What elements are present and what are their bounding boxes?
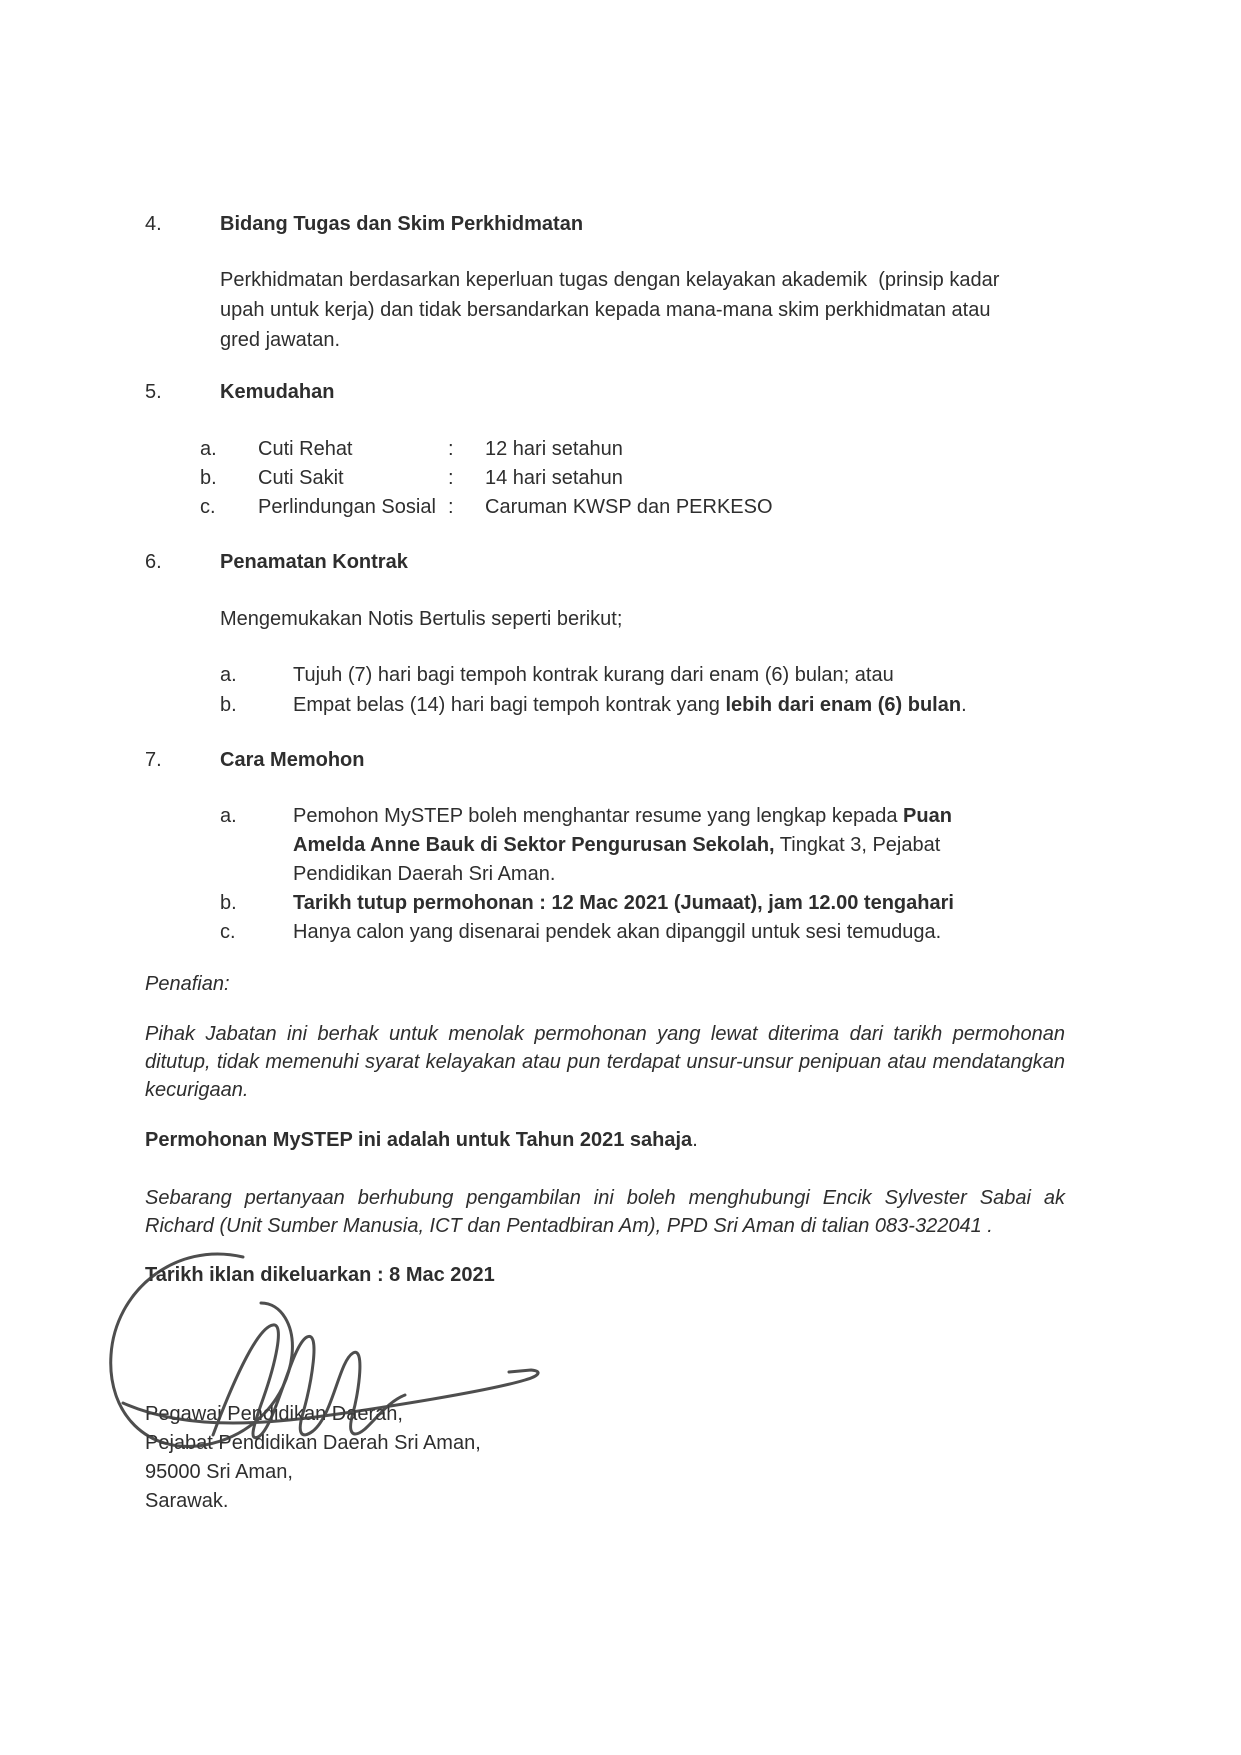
- text-run: Pemohon MySTEP boleh menghantar resume yang lengkap kepada: [293, 805, 904, 827]
- section-6-paragraph: Mengemukakan Notis Bertulis seperti berikut;: [220, 608, 623, 630]
- list-item-letter: c.: [220, 921, 236, 943]
- facility-letter: a.: [200, 438, 217, 460]
- list-item: [220, 918, 1023, 947]
- facility-colon: :: [448, 496, 454, 518]
- facilities-list: [200, 435, 773, 522]
- section-6-number: 6.: [145, 551, 162, 573]
- section-4-heading-row: [145, 209, 583, 239]
- text-run: Tujuh (7) hari bagi tempoh kontrak kurang dari enam (6) bulan; atau: [293, 664, 894, 686]
- facility-colon: :: [448, 438, 454, 460]
- text-run-bold: Tarikh tutup permohonan : 12 Mac 2021 (Jumaat), jam 12.00 tengahari: [293, 892, 954, 914]
- contact-note: Sebarang pertanyaan berhubung pengambilan ini boleh menghubungi Encik Sylvester Sabai ak Richard (Unit Sumber Manusia, ICT dan Pentadbiran Am), PPD Sri Aman di talian 083-322041 .: [145, 1187, 1065, 1237]
- section-4-number: 4.: [145, 213, 162, 235]
- facility-value: 12 hari setahun: [485, 438, 623, 460]
- list-item-letter: b.: [220, 694, 237, 716]
- validity-note-period: .: [692, 1129, 698, 1151]
- list-item: [220, 690, 1023, 720]
- list-item: [220, 802, 1023, 889]
- list-item-text: [293, 802, 1023, 889]
- facility-row-cuti-rehat: [200, 435, 773, 464]
- section-6-heading-row: [145, 547, 408, 577]
- text-run-bold: Puan Amelda Anne Bauk di Sektor Pengurusan Sekolah,: [293, 805, 952, 856]
- signoff-line-office: Pejabat Pendidikan Daerah Sri Aman,: [145, 1432, 481, 1454]
- section-6-list: [220, 660, 1023, 720]
- section-7-title: Cara Memohon: [220, 749, 365, 771]
- section-6-title: Penamatan Kontrak: [220, 551, 408, 573]
- disclaimer-text: Pihak Jabatan ini berhak untuk menolak permohonan yang lewat diterima dari tarikh permohonan ditutup, tidak memenuhi syarat kelayakan atau pun terdapat unsur-unsur penipuan atau mendatangkan kecurigaan.: [145, 1023, 1065, 1101]
- facility-letter: c.: [200, 496, 216, 518]
- facility-colon: :: [448, 467, 454, 489]
- list-item-letter: a.: [220, 664, 237, 686]
- validity-note: [145, 1125, 1065, 1155]
- facility-label: Cuti Rehat: [258, 438, 353, 460]
- facility-value: Caruman KWSP dan PERKESO: [485, 496, 773, 518]
- signoff-line-title: Pegawai Pendidikan Daerah,: [145, 1403, 403, 1425]
- section-5-title: Kemudahan: [220, 381, 335, 403]
- list-item-text: [293, 889, 1023, 918]
- list-item-text: [293, 690, 1023, 720]
- disclaimer-label: Penafian:: [145, 973, 230, 995]
- text-run-bold: lebih dari enam (6) bulan: [725, 694, 962, 716]
- list-item-text: [293, 918, 1023, 947]
- section-5-number: 5.: [145, 381, 162, 403]
- list-item: [220, 660, 1023, 690]
- signoff-block: [145, 1400, 481, 1516]
- facility-label: Cuti Sakit: [258, 467, 344, 489]
- section-7-number: 7.: [145, 749, 162, 771]
- section-7-heading-row: [145, 745, 364, 775]
- signoff-line-state: Sarawak.: [145, 1490, 229, 1512]
- section-5-heading-row: [145, 377, 334, 407]
- section-7-list: [220, 802, 1023, 947]
- text-run: .: [961, 694, 967, 716]
- text-run: Tingkat 3, Pejabat Pendidikan Daerah Sri Aman.: [293, 834, 941, 885]
- facility-value: 14 hari setahun: [485, 467, 623, 489]
- list-item-text: [293, 660, 1023, 690]
- signoff-line-postcode: 95000 Sri Aman,: [145, 1461, 293, 1483]
- text-run: Empat belas (14) hari bagi tempoh kontrak yang: [293, 694, 726, 716]
- list-item: [220, 889, 1023, 918]
- text-run: Hanya calon yang disenarai pendek akan dipanggil untuk sesi temuduga.: [293, 921, 942, 943]
- issue-date-line: Tarikh iklan dikeluarkan : 8 Mac 2021: [145, 1264, 495, 1286]
- section-4-title: Bidang Tugas dan Skim Perkhidmatan: [220, 213, 584, 235]
- facility-row-cuti-sakit: [200, 464, 773, 493]
- list-item-letter: b.: [220, 892, 237, 914]
- list-item-letter: a.: [220, 805, 237, 827]
- validity-note-bold: Permohonan MySTEP ini adalah untuk Tahun 2021 sahaja: [145, 1129, 693, 1151]
- facility-label: Perlindungan Sosial: [258, 496, 436, 518]
- facility-letter: b.: [200, 467, 217, 489]
- section-4-paragraph: Perkhidmatan berdasarkan keperluan tugas dengan kelayakan akademik (prinsip kadar upah untuk kerja) dan tidak bersandarkan kepada mana-mana skim perkhidmatan atau gred jawatan.: [220, 269, 1017, 351]
- facility-row-perlindungan-sosial: [200, 493, 773, 522]
